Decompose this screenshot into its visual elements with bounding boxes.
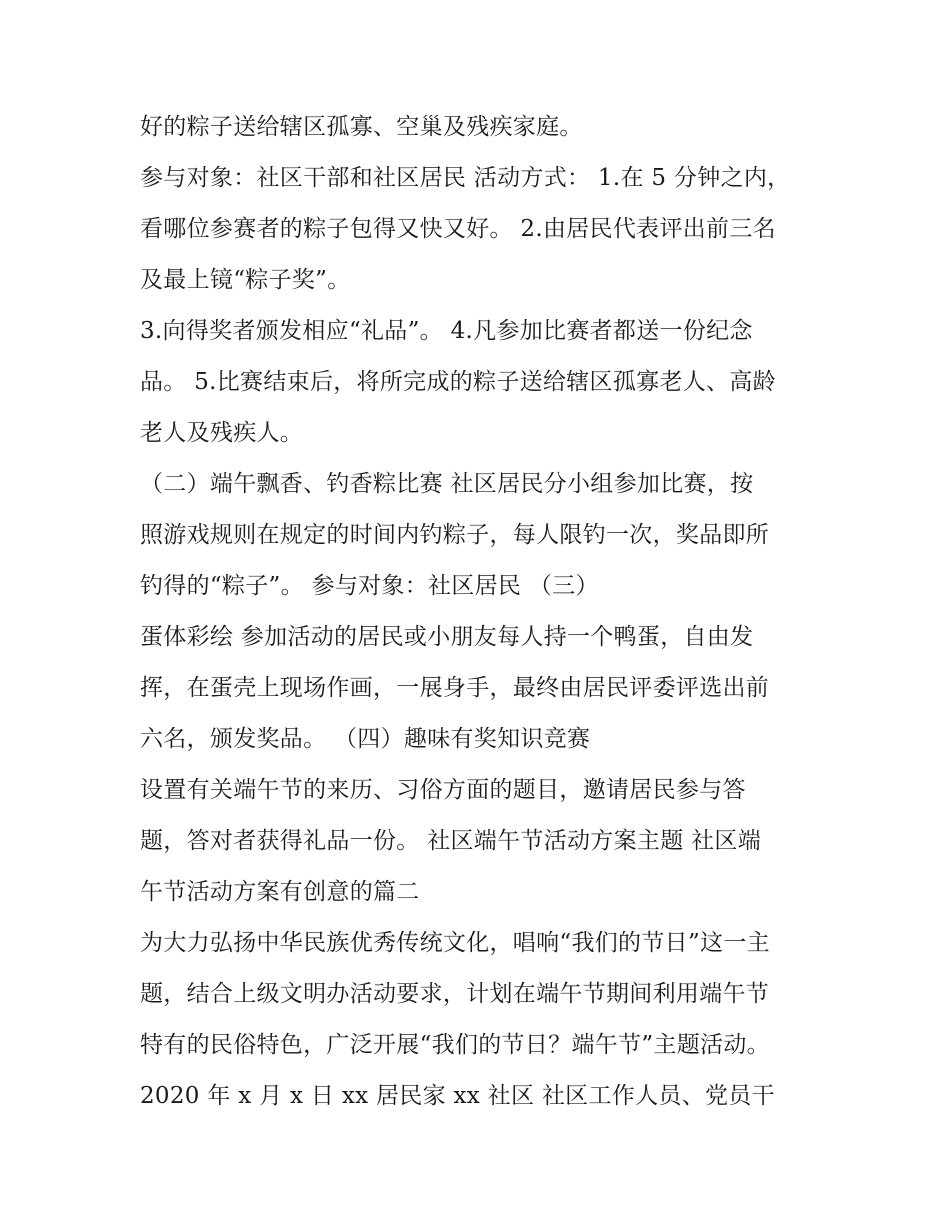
text-line: 参与对象：社区干部和社区居民 活动方式： 1.在 5 分钟之内， [140,165,791,191]
text-line: 照游戏规则在规定的时间内钓粽子，每人限钓一次，奖品即所 [140,522,770,548]
text-line: 题，结合上级文明办活动要求，计划在端午节期间利用端午节 [140,981,770,1007]
text-line: 六名，颁发奖品。 （四）趣味有奖知识竞赛 [140,726,591,752]
text-line: 设置有关端午节的来历、习俗方面的题目，邀请居民参与答 [140,777,746,803]
text-line: 品。 5.比赛结束后，将所完成的粽子送给辖区孤寡老人、高龄 [140,369,776,395]
text-line: 2020 年 x 月 x 日 xx 居民家 xx 社区 社区工作人员、党员干 [140,1083,775,1109]
text-line: （二）端午飘香、钓香粽比赛 社区居民分小组参加比赛，按 [140,471,754,497]
text-line: 特有的民俗特色，广泛开展“我们的节日？端午节”主题活动。 [140,1032,770,1058]
text-line: 3.向得奖者颁发相应“礼品”。 4.凡参加比赛者都送一份纪念 [140,318,753,344]
text-line: 挥，在蛋壳上现场作画，一展身手，最终由居民评委评选出前 [140,675,770,701]
text-line: 看哪位参赛者的粽子包得又快又好。 2.由居民代表评出前三名 [140,216,776,242]
text-line: 蛋体彩绘 参加活动的居民或小朋友每人持一个鸭蛋，自由发 [140,624,754,650]
text-line: 题，答对者获得礼品一份。 社区端午节活动方案主题 社区端 [140,828,762,854]
text-line: 老人及残疾人。 [140,420,304,446]
text-line: 钓得的“粽子”。 参与对象：社区居民 （三） [140,573,599,599]
text-line: 为大力弘扬中华民族优秀传统文化，唱响“我们的节日”这一主 [140,930,770,956]
text-line: 好的粽子送给辖区孤寡、空巢及残疾家庭。 [140,114,583,140]
text-line: 及最上镜“粽子奖”。 [140,267,351,293]
text-line: 午节活动方案有创意的篇二 [140,879,420,905]
